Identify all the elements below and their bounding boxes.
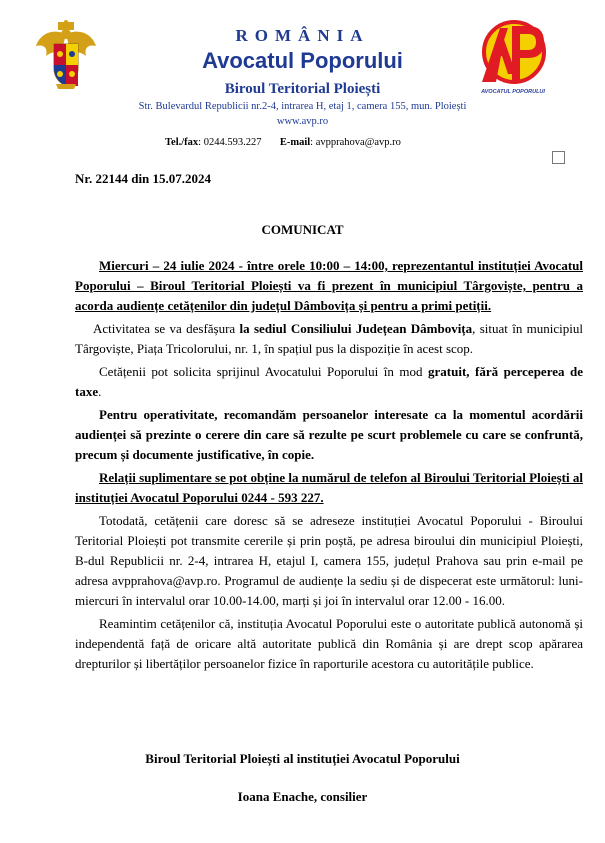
paragraph-3-rest: . <box>98 384 102 399</box>
document-body <box>75 256 583 677</box>
logo-caption: AVOCATUL POPORULUI <box>481 89 545 95</box>
header-website-link[interactable]: www.avp.ro <box>276 116 329 127</box>
paragraph-4: Pentru operativitate, recomandăm persoanelor interesate ca la momentul acordării audienței să prezinte o cerere din care să rezulte pe scurt problemele cu care se confruntă, precum și documente justificative, în copie. <box>75 407 583 462</box>
paragraph-2-bold: la sediul Consiliului Județean Dâmbovița <box>239 321 473 336</box>
phone-value: : 0244.593.227 <box>198 137 262 148</box>
paragraph-2-text: Activitatea se va desfășura <box>93 321 240 336</box>
document-number: Nr. 22144 din 15.07.2024 <box>75 171 212 186</box>
signature-name: Ioana Enache, consilier <box>237 789 368 804</box>
paragraph-3-bold: gratuit, fără perceperea de taxe <box>75 364 583 399</box>
paragraph-5: Relații suplimentare se pot obține la numărul de telefon al Biroului Teritorial Ploiești al instituției Avocatul Poporului 0244 - 593 227. <box>75 470 583 505</box>
paragraph-1: Miercuri – 24 iulie 2024 - între orele 10:00 – 14:00, reprezentantul instituției Avocatul Poporului – Biroul Teritorial Ploiești va fi prezent în municipiul Târgoviște, pentru a acorda audiențe cetățenilor din județul Dâmbovița și pentru a primi petiții. <box>75 258 583 313</box>
paragraph-7: Reamintim cetățenilor că, instituția Avocatul Poporului este o autoritate publică autonomă și independentă față de oricare altă autoritate publică din România și are drept scop apărarea drepturilor și libertăților persoanelor fizice în raporturile acestora cu autoritățile publice. <box>75 616 583 671</box>
paragraph-2-rest: , situat în municipiul Târgoviște, Piața Tricolorului, nr. 1, în spațiul pus la dispoziție în acest scop. <box>75 321 583 356</box>
header-office: Biroul Teritorial Ploiești <box>224 81 381 97</box>
phone-label: Tel./fax <box>165 137 199 148</box>
document-title: COMUNICAT <box>261 222 344 237</box>
header-country: ROMÂNIA <box>235 26 370 45</box>
paragraph-3-text: Cetățenii pot solicita sprijinul Avocatului Poporului în mod <box>99 364 428 379</box>
checkbox-icon[interactable] <box>552 151 565 164</box>
email-label: E-mail <box>279 137 311 148</box>
signature-office: Biroul Teritorial Ploiești al instituției Avocatul Poporului <box>145 751 460 766</box>
paragraph-6: Totodată, cetățenii care doresc să se adreseze instituției Avocatul Poporului - Biroului Teritorial Ploiești pot transmite cererile și prin poștă, pe adresa biroului din municipiul Ploiești, B-dul Republicii nr. 2-4, intrarea H, etajul I, camera 155, județul Prahova sau prin e-mail pe adresa avpprahova@avp.ro. Programul de audiențe la sediu și de dispecerat este următorul: luni-miercuri în intervalul orar 10.00-14.00, marți și joi în intervalul orar 12.00 - 16.00. <box>75 513 583 608</box>
header-contact <box>165 137 401 148</box>
header-institution: Avocatul Poporului <box>202 48 403 73</box>
header-address: Str. Bulevardul Republicii nr.2-4, intrarea H, etaj 1, camera 155, mun. Ploiești <box>138 101 467 112</box>
email-value[interactable]: : avpprahova@avp.ro <box>310 137 401 148</box>
paragraph-2 <box>75 319 583 359</box>
paragraph-3 <box>75 362 583 402</box>
